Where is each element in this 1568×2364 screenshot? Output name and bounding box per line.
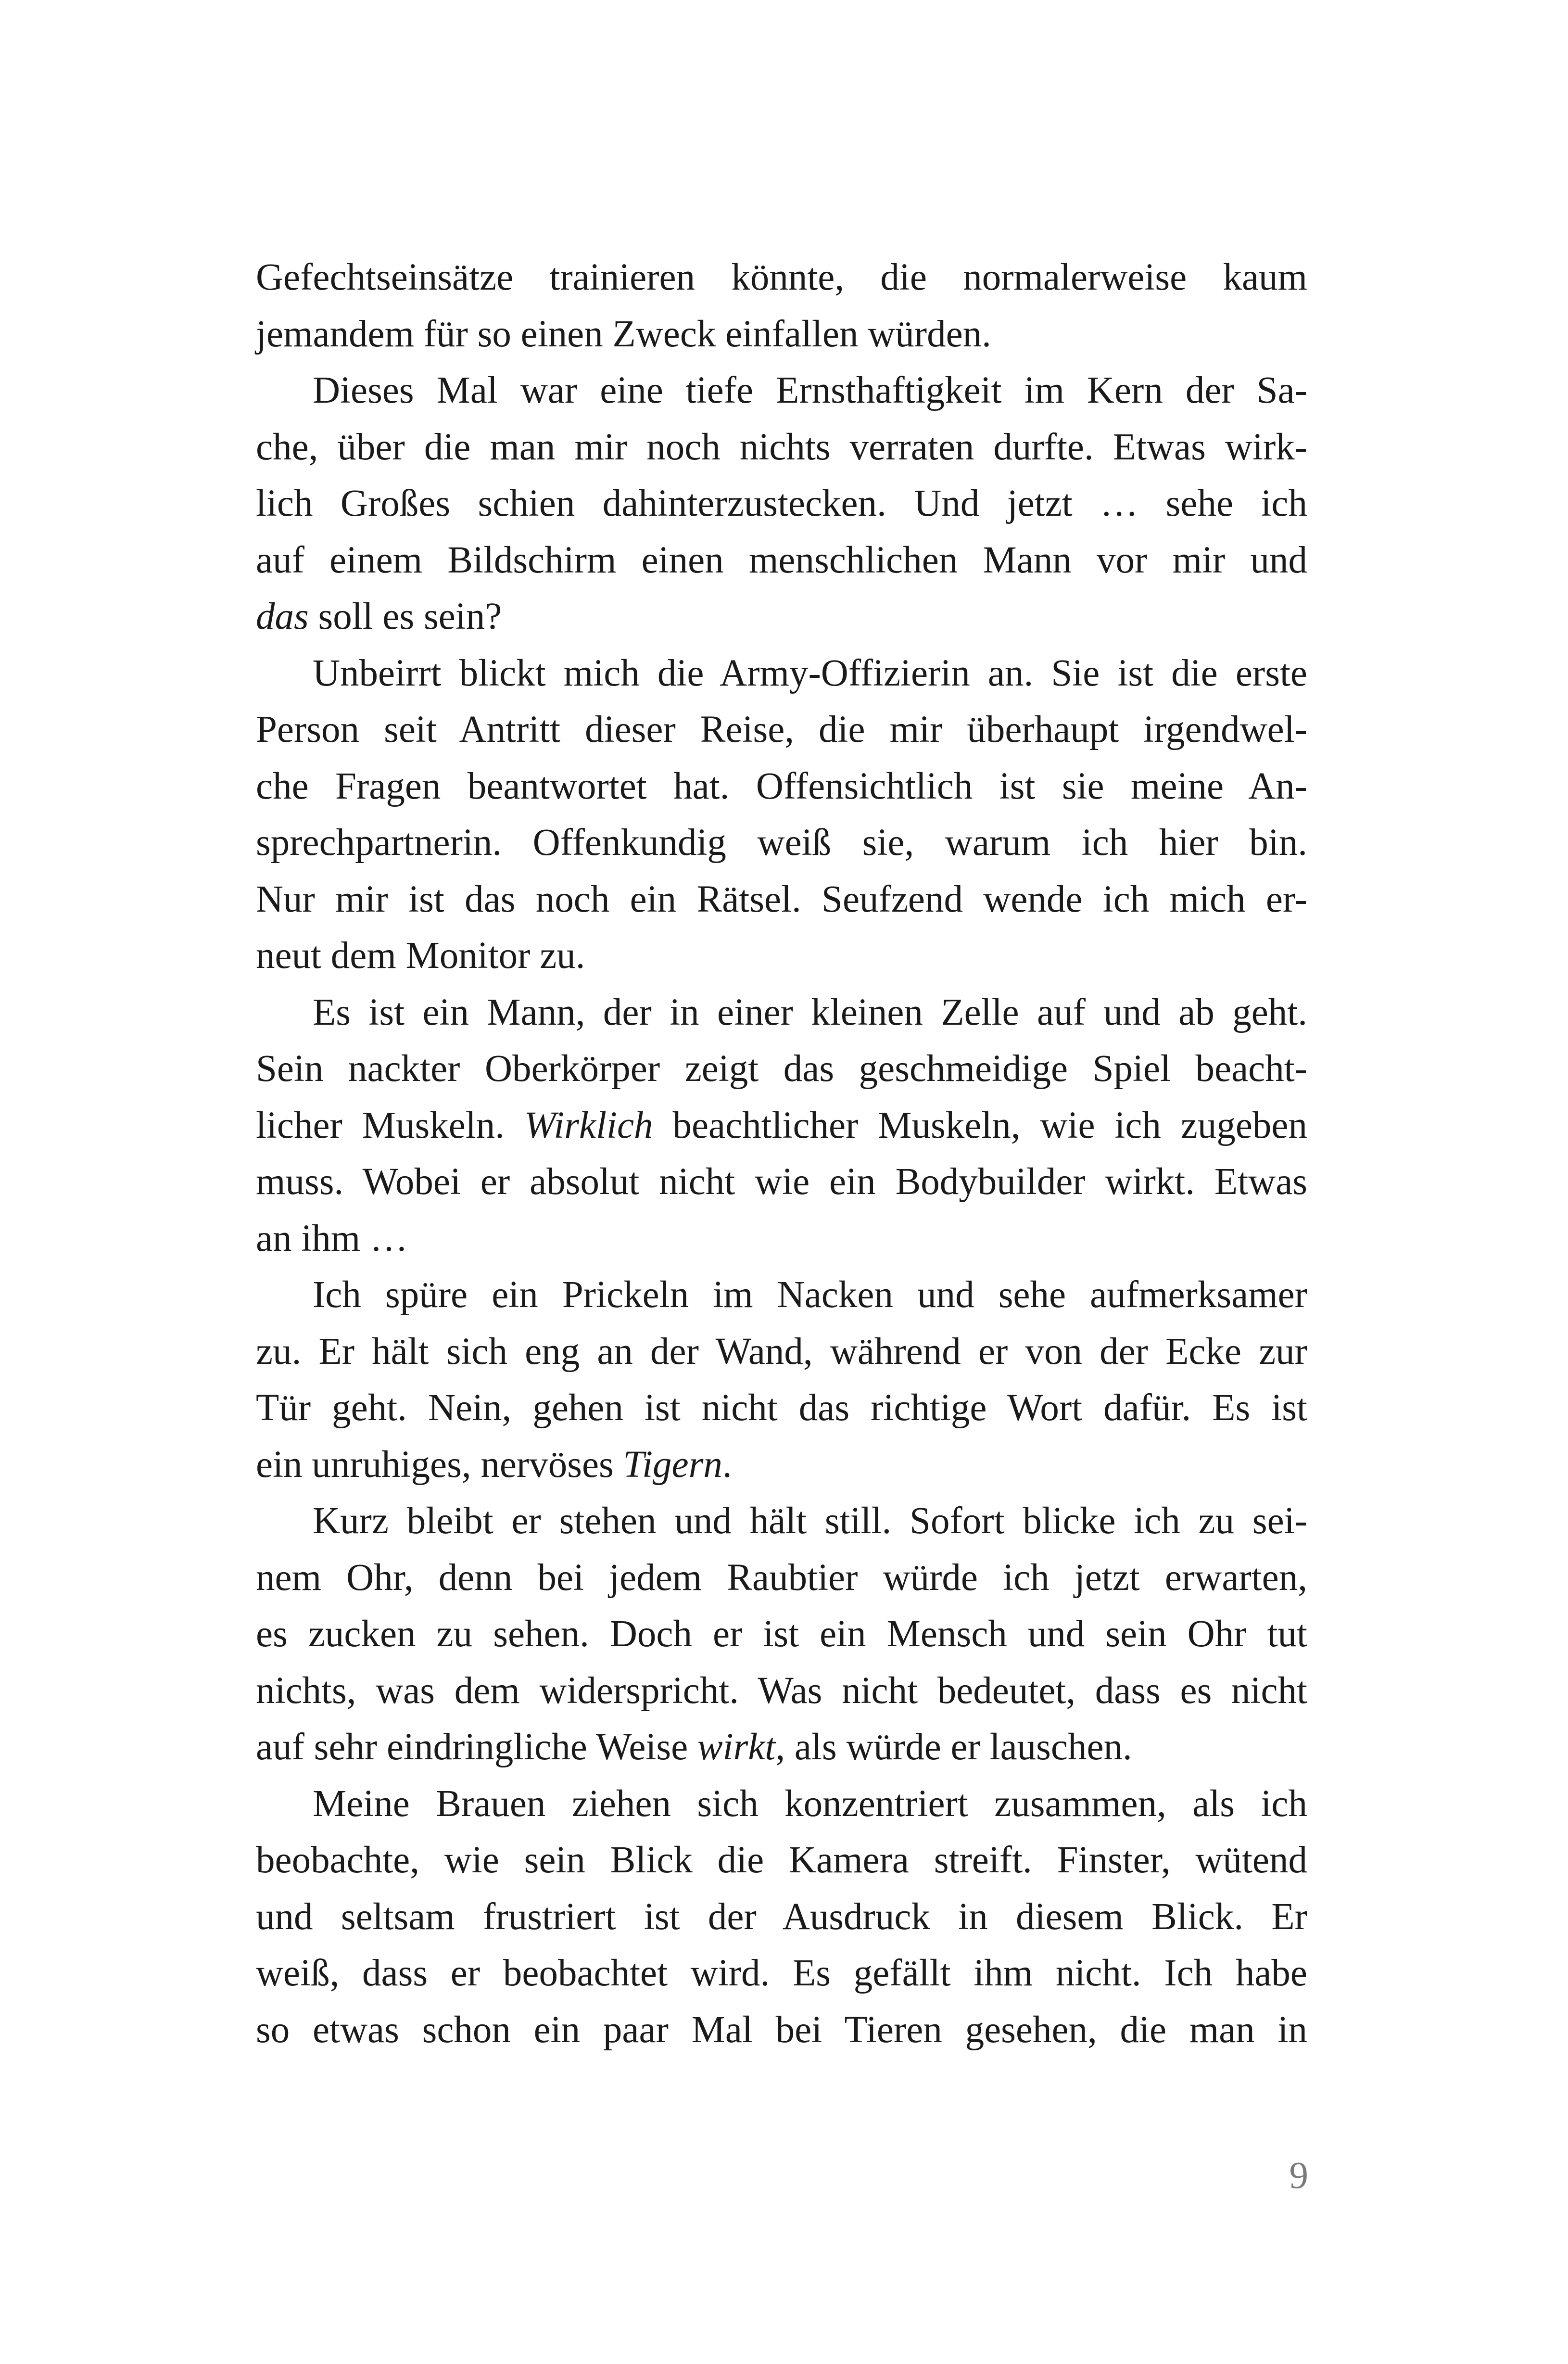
text-line [256,758,1307,815]
text-line [256,588,1307,645]
text-line [256,1323,1307,1380]
text-run: Dieses Mal war eine tiefe Ernsthaftigkeit im Kern der Sa- [313,369,1307,411]
text-run: . [722,1443,732,1486]
text-run: beachtlicher Muskeln, wie ich zugeben [653,1104,1307,1146]
text-run: Ich spüre ein Prickeln im Nacken und sehe aufmerksamer [313,1274,1307,1316]
text-line [256,1154,1307,1210]
text-run: Gefechtseinsätze trainieren könnte, die normalerweise kaum [256,256,1307,298]
paragraph [256,1267,1307,1493]
text-line [256,645,1307,702]
text-run: zu. Er hält sich eng an der Wand, während er von der Ecke zur [256,1330,1307,1373]
text-run: Meine Brauen ziehen sich konzentriert zusammen, als ich [313,1782,1307,1825]
text-line [256,306,1307,363]
text-line [256,249,1307,306]
emphasized-text: Tigern [623,1443,722,1486]
text-run: Kurz bleibt er stehen und hält still. Sofort blicke ich zu sei- [313,1500,1307,1542]
paragraph [256,249,1307,362]
page-number: 9 [1289,2155,1308,2197]
text-line [256,2002,1307,2059]
text-run: nichts, was dem widerspricht. Was nicht bedeutet, dass es nicht [256,1669,1307,1712]
paragraph [256,1776,1307,2059]
text-run: nem Ohr, denn bei jedem Raubtier würde ich jetzt erwarten, [256,1556,1307,1599]
text-line [256,1606,1307,1663]
text-line [256,1380,1307,1436]
text-line [256,1776,1307,1832]
text-line [256,1550,1307,1606]
text-line [256,1097,1307,1154]
text-line [256,1436,1307,1493]
text-run: so etwas schon ein paar Mal bei Tieren gesehen, die man in [256,2008,1307,2051]
text-line [256,1719,1307,1776]
emphasized-text: wirkt [697,1726,776,1768]
text-run: licher Muskeln. [256,1104,524,1146]
text-run: Person seit Antritt dieser Reise, die mir überhaupt irgendwel- [256,709,1307,750]
emphasized-text: Wirklich [524,1104,653,1146]
text-line [256,701,1307,758]
text-line [256,1210,1307,1267]
text-run: Nur mir ist das noch ein Rätsel. Seufzend wende ich mich er- [256,878,1307,920]
text-line [256,532,1307,589]
text-run: und seltsam frustriert ist der Ausdruck in diesem Blick. Er [256,1895,1307,1938]
text-run: jemandem für so einen Zweck einfallen würden. [256,313,991,355]
paragraph [256,1493,1307,1776]
text-run: ein unruhiges, nervöses [256,1443,623,1486]
text-line [256,475,1307,532]
text-line [256,1493,1307,1550]
text-run: muss. Wobei er absolut nicht wie ein Bodybuilder wirkt. Etwas [256,1161,1307,1203]
text-run: Es ist ein Mann, der in einer kleinen Zelle auf und ab geht. [313,991,1307,1033]
text-line [256,814,1307,871]
text-run: beobachte, wie sein Blick die Kamera streift. Finster, wütend [256,1839,1307,1881]
text-run: es zucken zu sehen. Doch er ist ein Mensch und sein Ohr tut [256,1613,1307,1655]
text-line [256,1041,1307,1097]
text-line [256,984,1307,1041]
emphasized-text: das [256,596,309,637]
text-run: an ihm … [256,1217,408,1259]
text-run: Unbeirrt blickt mich die Army-Offizierin an. Sie ist die erste [313,652,1307,694]
text-line [256,1832,1307,1889]
paragraph [256,645,1307,984]
text-run: che, über die man mir noch nichts verraten durfte. Etwas wirk- [256,426,1307,468]
text-run: che Fragen beantwortet hat. Offensichtlich ist sie meine An- [256,765,1307,807]
text-run: weiß, dass er beobachtet wird. Es gefällt ihm nicht. Ich habe [256,1952,1307,1994]
text-run: lich Großes schien dahinterzustecken. Und jetzt … sehe ich [256,483,1307,524]
text-line [256,362,1307,419]
text-run: auf sehr eindringliche Weise [256,1726,697,1768]
paragraph [256,362,1307,645]
text-line [256,871,1307,928]
text-run: , als würde er lauschen. [775,1726,1132,1768]
text-run: soll es sein? [308,596,502,637]
text-run: Tür geht. Nein, gehen ist nicht das richtige Wort dafür. Es ist [256,1387,1307,1429]
text-line [256,1945,1307,2002]
text-line [256,1663,1307,1719]
body-text [256,249,1307,2058]
text-run: Sein nackter Oberkörper zeigt das geschmeidige Spiel beacht- [256,1048,1307,1090]
text-line [256,1267,1307,1323]
text-run: neut dem Monitor zu. [256,935,585,977]
text-line [256,928,1307,984]
text-run: sprechpartnerin. Offenkundig weiß sie, warum ich hier bin. [256,822,1307,864]
text-line [256,1889,1307,1945]
text-run: auf einem Bildschirm einen menschlichen Mann vor mir und [256,539,1307,581]
text-line [256,419,1307,476]
paragraph [256,984,1307,1267]
